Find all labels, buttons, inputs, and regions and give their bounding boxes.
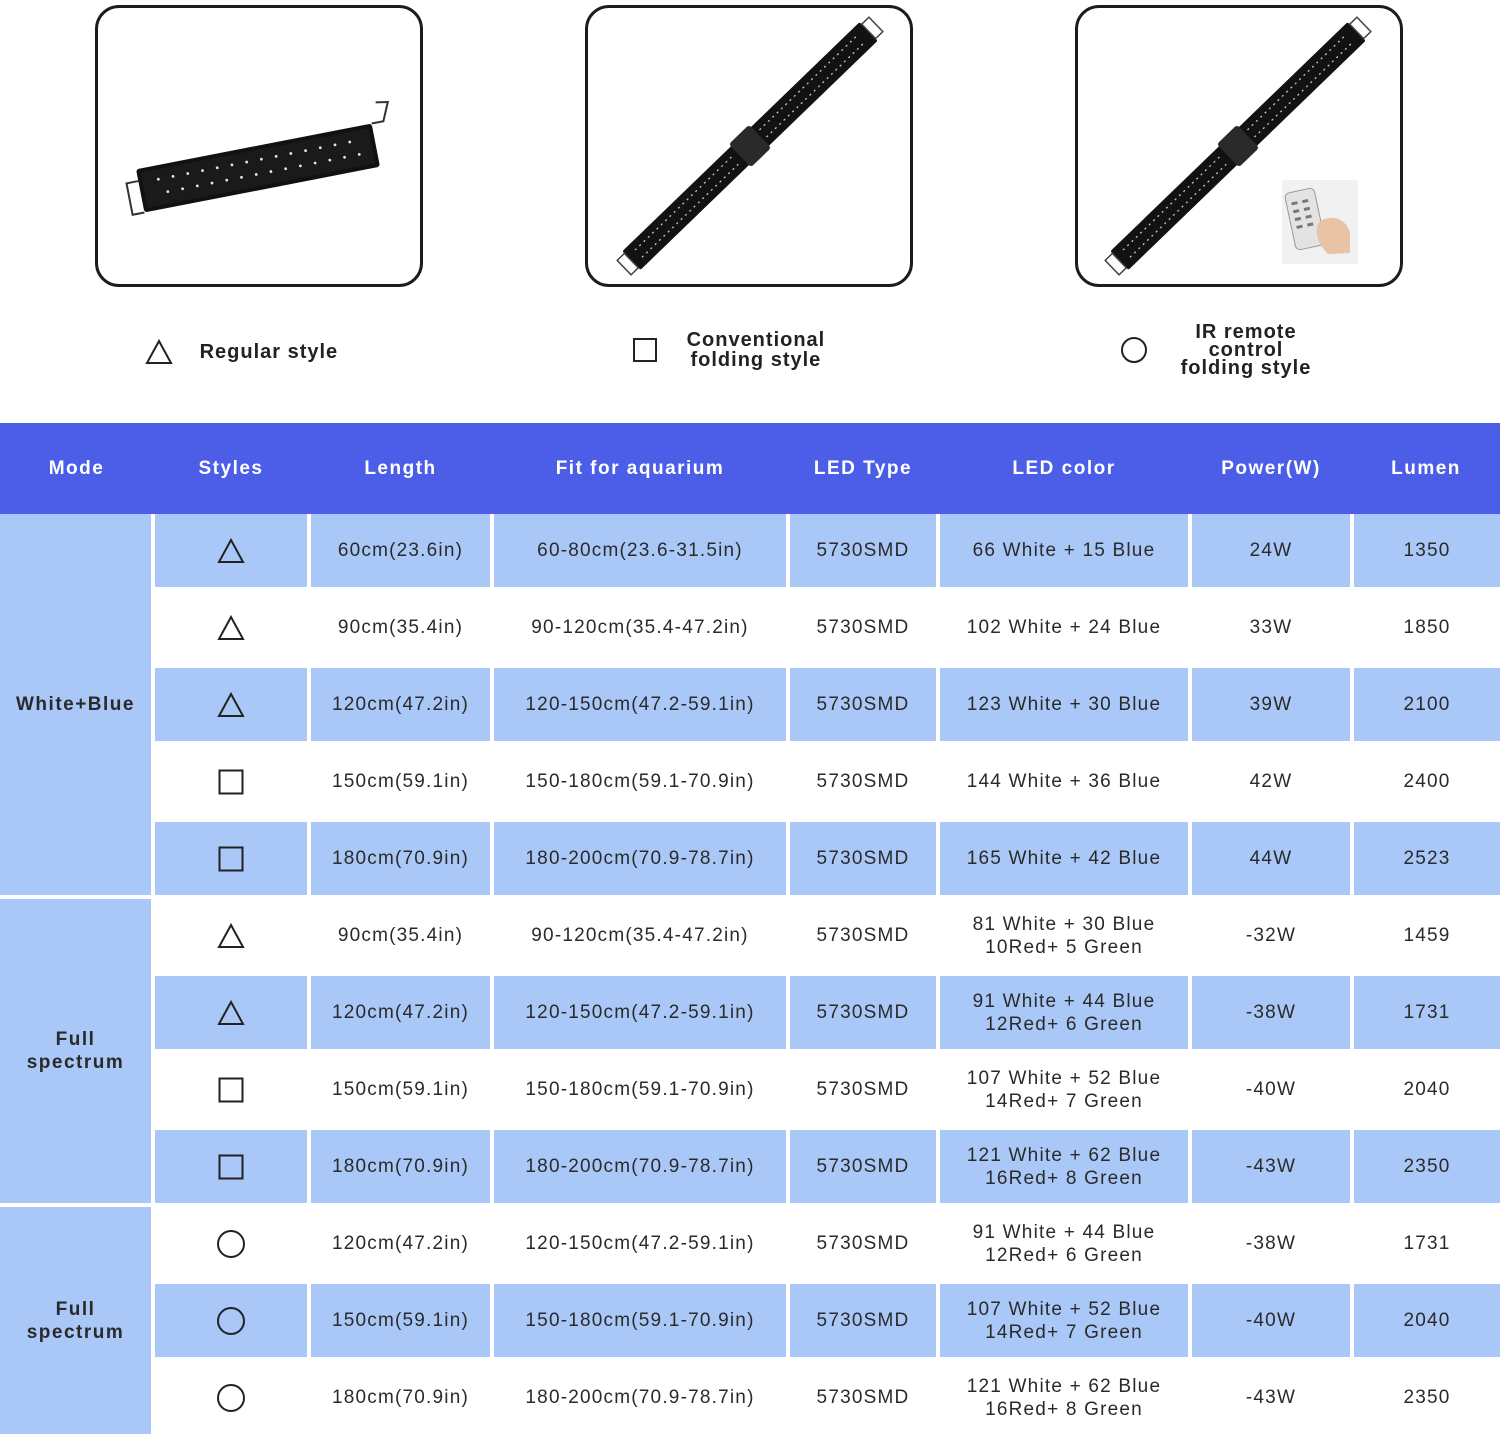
style-cell bbox=[153, 1205, 309, 1282]
led-type-cell: 5730SMD bbox=[788, 897, 938, 974]
regular-light-bar-image bbox=[98, 8, 420, 284]
mode-label-line: spectrum bbox=[26, 1052, 125, 1073]
style-cell bbox=[153, 1051, 309, 1128]
led-color-line: 14Red+ 7 Green bbox=[985, 1321, 1143, 1343]
square-icon bbox=[218, 769, 244, 795]
style-cell bbox=[153, 820, 309, 897]
led-type-cell: 5730SMD bbox=[788, 1051, 938, 1128]
legend-regular-label bbox=[200, 342, 339, 362]
fit-cell: 180-200cm(70.9-78.7in) bbox=[492, 820, 788, 897]
table-row bbox=[0, 1282, 1500, 1359]
legend-conventional-folding-style bbox=[632, 330, 825, 370]
triangle-icon bbox=[217, 923, 245, 949]
led-type-cell: 5730SMD bbox=[788, 1359, 938, 1436]
style-cell bbox=[153, 743, 309, 820]
circle-icon bbox=[1120, 336, 1148, 364]
power-cell: -38W bbox=[1190, 1205, 1352, 1282]
led-color-line: 10Red+ 5 Green bbox=[985, 936, 1143, 958]
table-row bbox=[0, 820, 1500, 897]
square-icon bbox=[218, 1077, 244, 1103]
led-color-line: 12Red+ 6 Green bbox=[985, 1013, 1143, 1035]
circle-icon bbox=[216, 1229, 246, 1259]
led-color-line: 121 White + 62 Blue bbox=[966, 1144, 1162, 1166]
led-color-line: 107 White + 52 Blue bbox=[966, 1298, 1162, 1320]
mode-cell bbox=[0, 1205, 153, 1436]
length-cell: 90cm(35.4in) bbox=[309, 897, 492, 974]
legend-label-line: Conventional bbox=[686, 329, 826, 351]
triangle-icon bbox=[145, 339, 173, 365]
led-color-cell bbox=[938, 666, 1190, 743]
table-row bbox=[0, 666, 1500, 743]
table-row bbox=[0, 1128, 1500, 1205]
fit-cell: 120-150cm(47.2-59.1in) bbox=[492, 974, 788, 1051]
led-color-line: 165 White + 42 Blue bbox=[966, 848, 1162, 869]
square-icon bbox=[218, 846, 244, 872]
led-color-line: 16Red+ 8 Green bbox=[985, 1398, 1143, 1420]
mode-label-line: spectrum bbox=[26, 1321, 125, 1343]
square-icon bbox=[632, 337, 658, 363]
table-row bbox=[0, 514, 1500, 589]
folding-light-bar-image bbox=[588, 8, 910, 284]
header-mode: Mode bbox=[0, 423, 153, 514]
led-color-line: 102 White + 24 Blue bbox=[966, 617, 1162, 638]
power-cell: 44W bbox=[1190, 820, 1352, 897]
power-cell: 24W bbox=[1190, 514, 1352, 589]
power-cell: 33W bbox=[1190, 589, 1352, 666]
header-led-type: LED Type bbox=[788, 423, 938, 514]
lumen-cell: 1731 bbox=[1352, 1205, 1500, 1282]
length-cell: 180cm(70.9in) bbox=[309, 1128, 492, 1205]
led-color-cell bbox=[938, 820, 1190, 897]
legend-conventional-label bbox=[687, 330, 826, 370]
led-type-cell: 5730SMD bbox=[788, 1205, 938, 1282]
lumen-cell: 2523 bbox=[1352, 820, 1500, 897]
product-image-ir-remote-folding bbox=[1075, 5, 1403, 287]
triangle-icon bbox=[217, 1000, 245, 1026]
mode-cell bbox=[0, 514, 153, 897]
legend-ir-remote-label bbox=[1181, 323, 1312, 377]
legend-label-line: folding style bbox=[1180, 357, 1312, 379]
power-cell: -40W bbox=[1190, 1051, 1352, 1128]
legend-regular-style bbox=[145, 339, 338, 365]
led-type-cell: 5730SMD bbox=[788, 743, 938, 820]
led-type-cell: 5730SMD bbox=[788, 589, 938, 666]
fit-cell: 90-120cm(35.4-47.2in) bbox=[492, 589, 788, 666]
power-cell: -43W bbox=[1190, 1359, 1352, 1436]
triangle-icon bbox=[217, 615, 245, 641]
style-cell bbox=[153, 1359, 309, 1436]
led-color-line: 91 White + 44 Blue bbox=[972, 990, 1156, 1012]
length-cell: 180cm(70.9in) bbox=[309, 1359, 492, 1436]
length-cell: 120cm(47.2in) bbox=[309, 666, 492, 743]
table-row bbox=[0, 1205, 1500, 1282]
mode-label-line: Full bbox=[55, 1029, 96, 1050]
table-row bbox=[0, 1051, 1500, 1128]
led-type-cell: 5730SMD bbox=[788, 1128, 938, 1205]
header-lumen: Lumen bbox=[1352, 423, 1500, 514]
length-cell: 180cm(70.9in) bbox=[309, 820, 492, 897]
led-type-cell: 5730SMD bbox=[788, 514, 938, 589]
led-type-cell: 5730SMD bbox=[788, 974, 938, 1051]
ir-remote-light-bar-image bbox=[1078, 8, 1400, 284]
fit-cell: 120-150cm(47.2-59.1in) bbox=[492, 1205, 788, 1282]
header-fit: Fit for aquarium bbox=[492, 423, 788, 514]
header-power: Power(W) bbox=[1190, 423, 1352, 514]
led-type-cell: 5730SMD bbox=[788, 1282, 938, 1359]
led-color-line: 123 White + 30 Blue bbox=[966, 694, 1162, 715]
led-color-cell bbox=[938, 897, 1190, 974]
table-row bbox=[0, 974, 1500, 1051]
triangle-icon bbox=[217, 692, 245, 718]
length-cell: 150cm(59.1in) bbox=[309, 1051, 492, 1128]
led-color-cell bbox=[938, 1359, 1190, 1436]
square-icon bbox=[218, 1154, 244, 1180]
table-header-row bbox=[0, 423, 1500, 514]
fit-cell: 150-180cm(59.1-70.9in) bbox=[492, 1051, 788, 1128]
table-row bbox=[0, 743, 1500, 820]
header-length: Length bbox=[309, 423, 492, 514]
power-cell: -43W bbox=[1190, 1128, 1352, 1205]
product-image-regular bbox=[95, 5, 423, 287]
header-led-color: LED color bbox=[938, 423, 1190, 514]
power-cell: 39W bbox=[1190, 666, 1352, 743]
led-color-line: 107 White + 52 Blue bbox=[966, 1067, 1162, 1089]
circle-icon bbox=[216, 1306, 246, 1336]
fit-cell: 180-200cm(70.9-78.7in) bbox=[492, 1128, 788, 1205]
product-image-conventional-folding bbox=[585, 5, 913, 287]
lumen-cell: 2400 bbox=[1352, 743, 1500, 820]
led-color-cell bbox=[938, 1282, 1190, 1359]
circle-icon bbox=[216, 1383, 246, 1413]
led-color-cell bbox=[938, 1051, 1190, 1128]
led-color-line: 12Red+ 6 Green bbox=[985, 1244, 1143, 1266]
led-color-line: 14Red+ 7 Green bbox=[985, 1090, 1143, 1112]
fit-cell: 180-200cm(70.9-78.7in) bbox=[492, 1359, 788, 1436]
led-color-line: 81 White + 30 Blue bbox=[972, 913, 1156, 935]
lumen-cell: 1850 bbox=[1352, 589, 1500, 666]
length-cell: 120cm(47.2in) bbox=[309, 1205, 492, 1282]
mode-label-line: Full bbox=[55, 1298, 96, 1320]
table-row bbox=[0, 897, 1500, 974]
led-color-cell bbox=[938, 514, 1190, 589]
led-color-line: 66 White + 15 Blue bbox=[972, 540, 1156, 561]
led-color-line: 144 White + 36 Blue bbox=[966, 771, 1162, 792]
power-cell: -32W bbox=[1190, 897, 1352, 974]
led-color-line: 16Red+ 8 Green bbox=[985, 1167, 1143, 1189]
led-color-cell bbox=[938, 743, 1190, 820]
lumen-cell: 2350 bbox=[1352, 1359, 1500, 1436]
fit-cell: 150-180cm(59.1-70.9in) bbox=[492, 743, 788, 820]
mode-cell bbox=[0, 897, 153, 1205]
length-cell: 90cm(35.4in) bbox=[309, 589, 492, 666]
lumen-cell: 1731 bbox=[1352, 974, 1500, 1051]
table-row bbox=[0, 589, 1500, 666]
fit-cell: 60-80cm(23.6-31.5in) bbox=[492, 514, 788, 589]
legend-label-line: folding style bbox=[690, 349, 822, 371]
led-color-cell bbox=[938, 589, 1190, 666]
led-color-cell bbox=[938, 1128, 1190, 1205]
length-cell: 120cm(47.2in) bbox=[309, 974, 492, 1051]
length-cell: 60cm(23.6in) bbox=[309, 514, 492, 589]
led-color-cell bbox=[938, 1205, 1190, 1282]
fit-cell: 150-180cm(59.1-70.9in) bbox=[492, 1282, 788, 1359]
led-type-cell: 5730SMD bbox=[788, 666, 938, 743]
legend-label-line: Regular style bbox=[199, 341, 339, 363]
lumen-cell: 1459 bbox=[1352, 897, 1500, 974]
fit-cell: 120-150cm(47.2-59.1in) bbox=[492, 666, 788, 743]
power-cell: 42W bbox=[1190, 743, 1352, 820]
style-cell bbox=[153, 974, 309, 1051]
header-styles: Styles bbox=[153, 423, 309, 514]
length-cell: 150cm(59.1in) bbox=[309, 1282, 492, 1359]
lumen-cell: 2350 bbox=[1352, 1128, 1500, 1205]
legend-label-line: control bbox=[1208, 339, 1284, 361]
style-cell bbox=[153, 1282, 309, 1359]
led-color-line: 91 White + 44 Blue bbox=[972, 1221, 1156, 1243]
lumen-cell: 2100 bbox=[1352, 666, 1500, 743]
lumen-cell: 2040 bbox=[1352, 1051, 1500, 1128]
style-cell bbox=[153, 666, 309, 743]
style-cell bbox=[153, 514, 309, 589]
triangle-icon bbox=[217, 538, 245, 564]
spec-table bbox=[0, 423, 1500, 1438]
power-cell: -40W bbox=[1190, 1282, 1352, 1359]
lumen-cell: 2040 bbox=[1352, 1282, 1500, 1359]
lumen-cell: 1350 bbox=[1352, 514, 1500, 589]
power-cell: -38W bbox=[1190, 974, 1352, 1051]
length-cell: 150cm(59.1in) bbox=[309, 743, 492, 820]
table-row bbox=[0, 1359, 1500, 1436]
led-color-cell bbox=[938, 974, 1190, 1051]
led-type-cell: 5730SMD bbox=[788, 820, 938, 897]
legend-ir-remote-style bbox=[1120, 323, 1311, 377]
led-color-line: 121 White + 62 Blue bbox=[966, 1375, 1162, 1397]
remote-control-icon bbox=[1282, 180, 1358, 264]
style-cell bbox=[153, 1128, 309, 1205]
legend-label-line: IR remote bbox=[1195, 321, 1297, 343]
fit-cell: 90-120cm(35.4-47.2in) bbox=[492, 897, 788, 974]
style-cell bbox=[153, 589, 309, 666]
style-cell bbox=[153, 897, 309, 974]
mode-label-line: White+Blue bbox=[16, 694, 135, 715]
